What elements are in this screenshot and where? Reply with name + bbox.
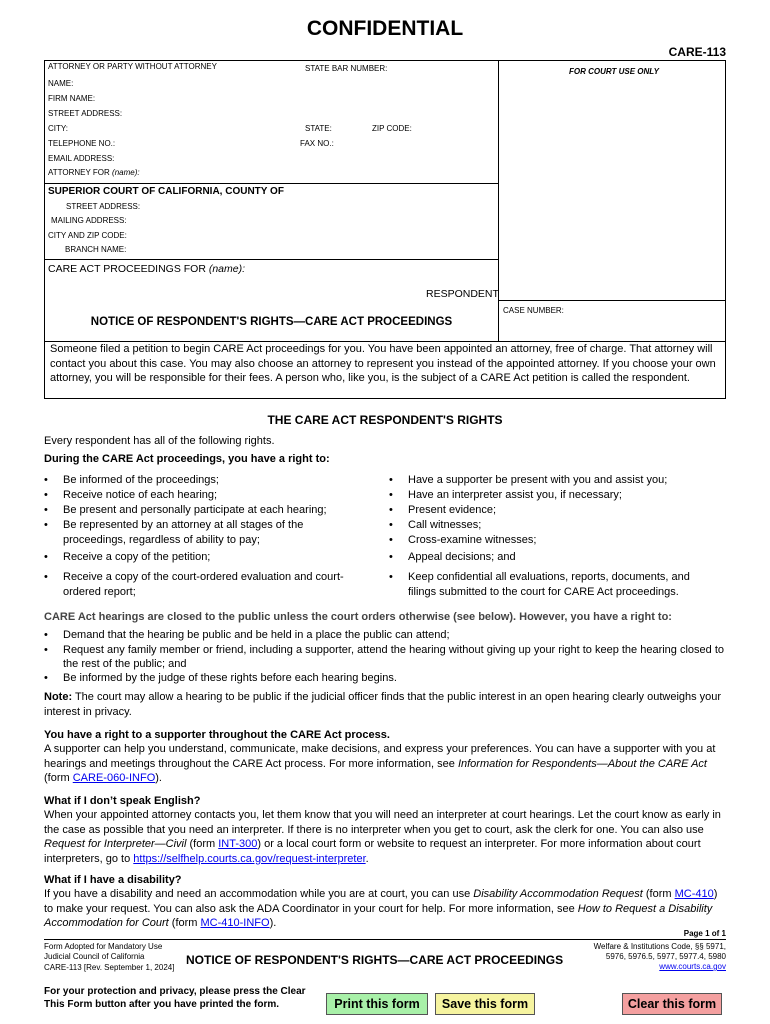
english-text-2: (form bbox=[186, 838, 219, 850]
footer-code-2: 5976, 5976.5, 5977, 5977.4, 5980 bbox=[605, 952, 726, 961]
footer-council: Judicial Council of California bbox=[44, 952, 145, 961]
caption-left-border bbox=[44, 60, 45, 342]
list-item: • Be informed by the judge of these rights before each hearing begins. bbox=[44, 671, 726, 686]
list-item: • Cross-examine witnesses; bbox=[389, 533, 719, 548]
english-text-1: When your appointed attorney contacts you, let them know that you will need an interpreter at court hearings. Let the court know as early in the case as possible that you need an interpreter. If there is no interpreter when you get to court, ask the clerk for one. You can also use bbox=[44, 809, 721, 836]
street-address-label: STREET ADDRESS: bbox=[48, 109, 123, 118]
english-text-3: ) or a local court form or website to request an interpreter. For more information about court interpreters, go to bbox=[44, 838, 701, 865]
note-text: The court may allow a hearing to be public if the judicial officer finds that the public interest in an open hearing clearly outweighs your interest in privacy. bbox=[44, 691, 722, 718]
int-300-link[interactable]: INT-300 bbox=[218, 838, 258, 850]
attorney-for-name-hint: (name): bbox=[112, 168, 140, 177]
save-button[interactable]: Save this form bbox=[435, 993, 535, 1015]
rights-heading: THE CARE ACT RESPONDENT'S RIGHTS bbox=[267, 413, 503, 427]
supporter-text-2: (form bbox=[44, 772, 73, 784]
rights-every: Every respondent has all of the following rights. bbox=[44, 435, 275, 447]
mc-410-info-link[interactable]: MC-410-INFO bbox=[200, 917, 270, 929]
fax-label: FAX NO.: bbox=[300, 139, 334, 148]
disability-heading: What if I have a disability? bbox=[44, 874, 182, 886]
court-street-label: STREET ADDRESS: bbox=[66, 202, 141, 211]
disability-info-title: How to Request a Disability Accommodation for Court bbox=[44, 902, 713, 929]
footer-left bbox=[44, 942, 174, 973]
court-use-label: FOR COURT USE ONLY bbox=[569, 67, 659, 76]
telephone-label: TELEPHONE NO.: bbox=[48, 139, 116, 148]
disability-paragraph bbox=[44, 887, 726, 931]
list-item: • Have a supporter be present with you and assist you; bbox=[389, 473, 719, 488]
attorney-for-label bbox=[48, 168, 140, 177]
english-heading: What if I don’t speak English? bbox=[44, 795, 201, 807]
state-label: STATE: bbox=[305, 124, 332, 133]
court-branch-label: BRANCH NAME: bbox=[65, 245, 127, 254]
footer-title: NOTICE OF RESPONDENT'S RIGHTS—CARE ACT PROCEEDINGS bbox=[186, 953, 564, 967]
list-item: • Call witnesses; bbox=[389, 518, 719, 533]
mc-410-link[interactable]: MC-410 bbox=[674, 888, 714, 900]
list-item: • Request any family member or friend, including a supporter, attend the hearing without giving up your right to keep the hearing closed to the rest of the public; and bbox=[44, 643, 726, 671]
page-number: Page 1 of 1 bbox=[683, 929, 726, 938]
list-item: • Be informed of the proceedings; bbox=[44, 473, 368, 488]
footer-code-1: Welfare & Institutions Code, §§ 5971, bbox=[593, 942, 726, 951]
english-text-4: . bbox=[365, 852, 369, 865]
attorney-label: ATTORNEY OR PARTY WITHOUT ATTORNEY bbox=[48, 62, 217, 71]
list-item: • Have an interpreter assist you, if necessary; bbox=[389, 488, 719, 503]
attorney-for-text: ATTORNEY FOR bbox=[48, 168, 110, 177]
state-bar-label: STATE BAR NUMBER: bbox=[305, 64, 388, 73]
disability-text-2: (form bbox=[642, 888, 675, 900]
courts-website-link[interactable]: www.courts.ca.gov bbox=[659, 962, 726, 971]
interpreter-url-link[interactable]: https://selfhelp.courts.ca.gov/request-interpreter bbox=[133, 852, 366, 865]
note-paragraph bbox=[44, 690, 726, 719]
intro-box: Someone filed a petition to begin CARE Act proceedings for you. You have been appointed an attorney, free of charge. That attorney will contact you about this case. You may also choose an attorney to represent you instead of the appointed attorney. If you choose your own attorney, you will be responsible for their fees. A person who, like you, is the subject of a CARE Act petition is called the respondent. bbox=[44, 341, 726, 399]
list-item: • Be represented by an attorney at all stages of the proceedings, regardless of ability to pay; bbox=[44, 518, 368, 548]
disability-form-title: Disability Accommodation Request bbox=[473, 888, 643, 900]
rights-left-list bbox=[44, 473, 368, 600]
court-mailing-label: MAILING ADDRESS: bbox=[51, 216, 127, 225]
disability-text-4: (form bbox=[168, 917, 201, 929]
name-label: NAME: bbox=[48, 79, 74, 88]
proceedings-text: CARE ACT PROCEEDINGS FOR bbox=[48, 263, 206, 275]
list-item: • Keep confidential all evaluations, reports, documents, and filings submitted to the court for CARE Act proceedings. bbox=[389, 570, 719, 600]
supporter-paragraph bbox=[44, 742, 726, 786]
email-label: EMAIL ADDRESS: bbox=[48, 154, 115, 163]
supporter-heading: You have a right to a supporter throughout the CARE Act process. bbox=[44, 729, 390, 741]
closed-hearings-text: CARE Act hearings are closed to the public unless the court orders otherwise (see below). However, you have a right to: bbox=[44, 611, 672, 623]
print-button[interactable]: Print this form bbox=[326, 993, 428, 1015]
list-item: • Receive notice of each hearing; bbox=[44, 488, 368, 503]
list-item: • Receive a copy of the court-ordered evaluation and court-ordered report; bbox=[44, 570, 368, 600]
closed-hearings-list bbox=[44, 628, 726, 686]
note-label: Note: bbox=[44, 691, 73, 703]
city-label: CITY: bbox=[48, 124, 69, 133]
list-item: • Demand that the hearing be public and be held in a place the public can attend; bbox=[44, 628, 726, 643]
care-060-info-link[interactable]: CARE-060-INFO bbox=[72, 772, 156, 784]
supporter-text-1: A supporter can help you understand, communicate, make decisions, and express your preferences. You can have a supporter with you at hearings and meetings throughout the CARE Act process. For more information, see bbox=[44, 743, 716, 770]
rights-during: During the CARE Act proceedings, you have a right to: bbox=[44, 453, 330, 465]
case-number-label: CASE NUMBER: bbox=[503, 306, 564, 315]
list-item: • Present evidence; bbox=[389, 503, 719, 518]
privacy-note bbox=[44, 985, 306, 1011]
firm-name-label: FIRM NAME: bbox=[48, 94, 96, 103]
privacy-line-2: This Form button after you have printed the form. bbox=[44, 999, 280, 1010]
supporter-form-title: Information for Respondents—About the CARE Act bbox=[457, 757, 707, 770]
disability-text-1: If you have a disability and need an accommodation while you are at court, you can use bbox=[44, 888, 474, 900]
form-title: NOTICE OF RESPONDENT'S RIGHTS—CARE ACT PROCEEDINGS bbox=[90, 316, 453, 328]
zip-code-label: ZIP CODE: bbox=[372, 124, 412, 133]
footer-adopted: Form Adopted for Mandatory Use bbox=[44, 942, 163, 951]
proceedings-name-hint: (name): bbox=[208, 263, 246, 275]
caption-rule-case bbox=[498, 300, 726, 301]
respondent-label: RESPONDENT bbox=[426, 288, 499, 300]
caption-rule-1 bbox=[44, 183, 499, 184]
footer-right bbox=[594, 942, 726, 972]
privacy-line-1: For your protection and privacy, please press the Clear bbox=[44, 986, 306, 997]
court-title: SUPERIOR COURT OF CALIFORNIA, COUNTY OF bbox=[48, 186, 284, 197]
form-number: CARE-113 bbox=[668, 45, 726, 59]
footer-rule bbox=[44, 939, 726, 940]
caption-top-border bbox=[44, 60, 726, 61]
clear-button[interactable]: Clear this form bbox=[622, 993, 722, 1015]
supporter-text-3: ). bbox=[155, 772, 162, 784]
list-item: • Be present and personally participate at each hearing; bbox=[44, 503, 368, 518]
rights-right-list bbox=[389, 473, 719, 600]
list-item: • Appeal decisions; and bbox=[389, 550, 719, 565]
disability-text-5: ). bbox=[269, 917, 277, 929]
court-city-label: CITY AND ZIP CODE: bbox=[48, 231, 127, 240]
confidential-heading: CONFIDENTIAL bbox=[306, 17, 464, 40]
list-item: • Receive a copy of the petition; bbox=[44, 550, 368, 565]
english-paragraph bbox=[44, 808, 726, 866]
english-form-title: Request for Interpreter—Civil bbox=[44, 838, 187, 850]
disability-text-3: ) to make your request. You can also ask the ADA Coordinator in your court for help. For more information, see bbox=[44, 888, 718, 915]
caption-rule-2 bbox=[44, 259, 499, 260]
proceedings-label bbox=[48, 263, 245, 275]
footer-revision: CARE-113 [Rev. September 1, 2024] bbox=[44, 963, 175, 972]
